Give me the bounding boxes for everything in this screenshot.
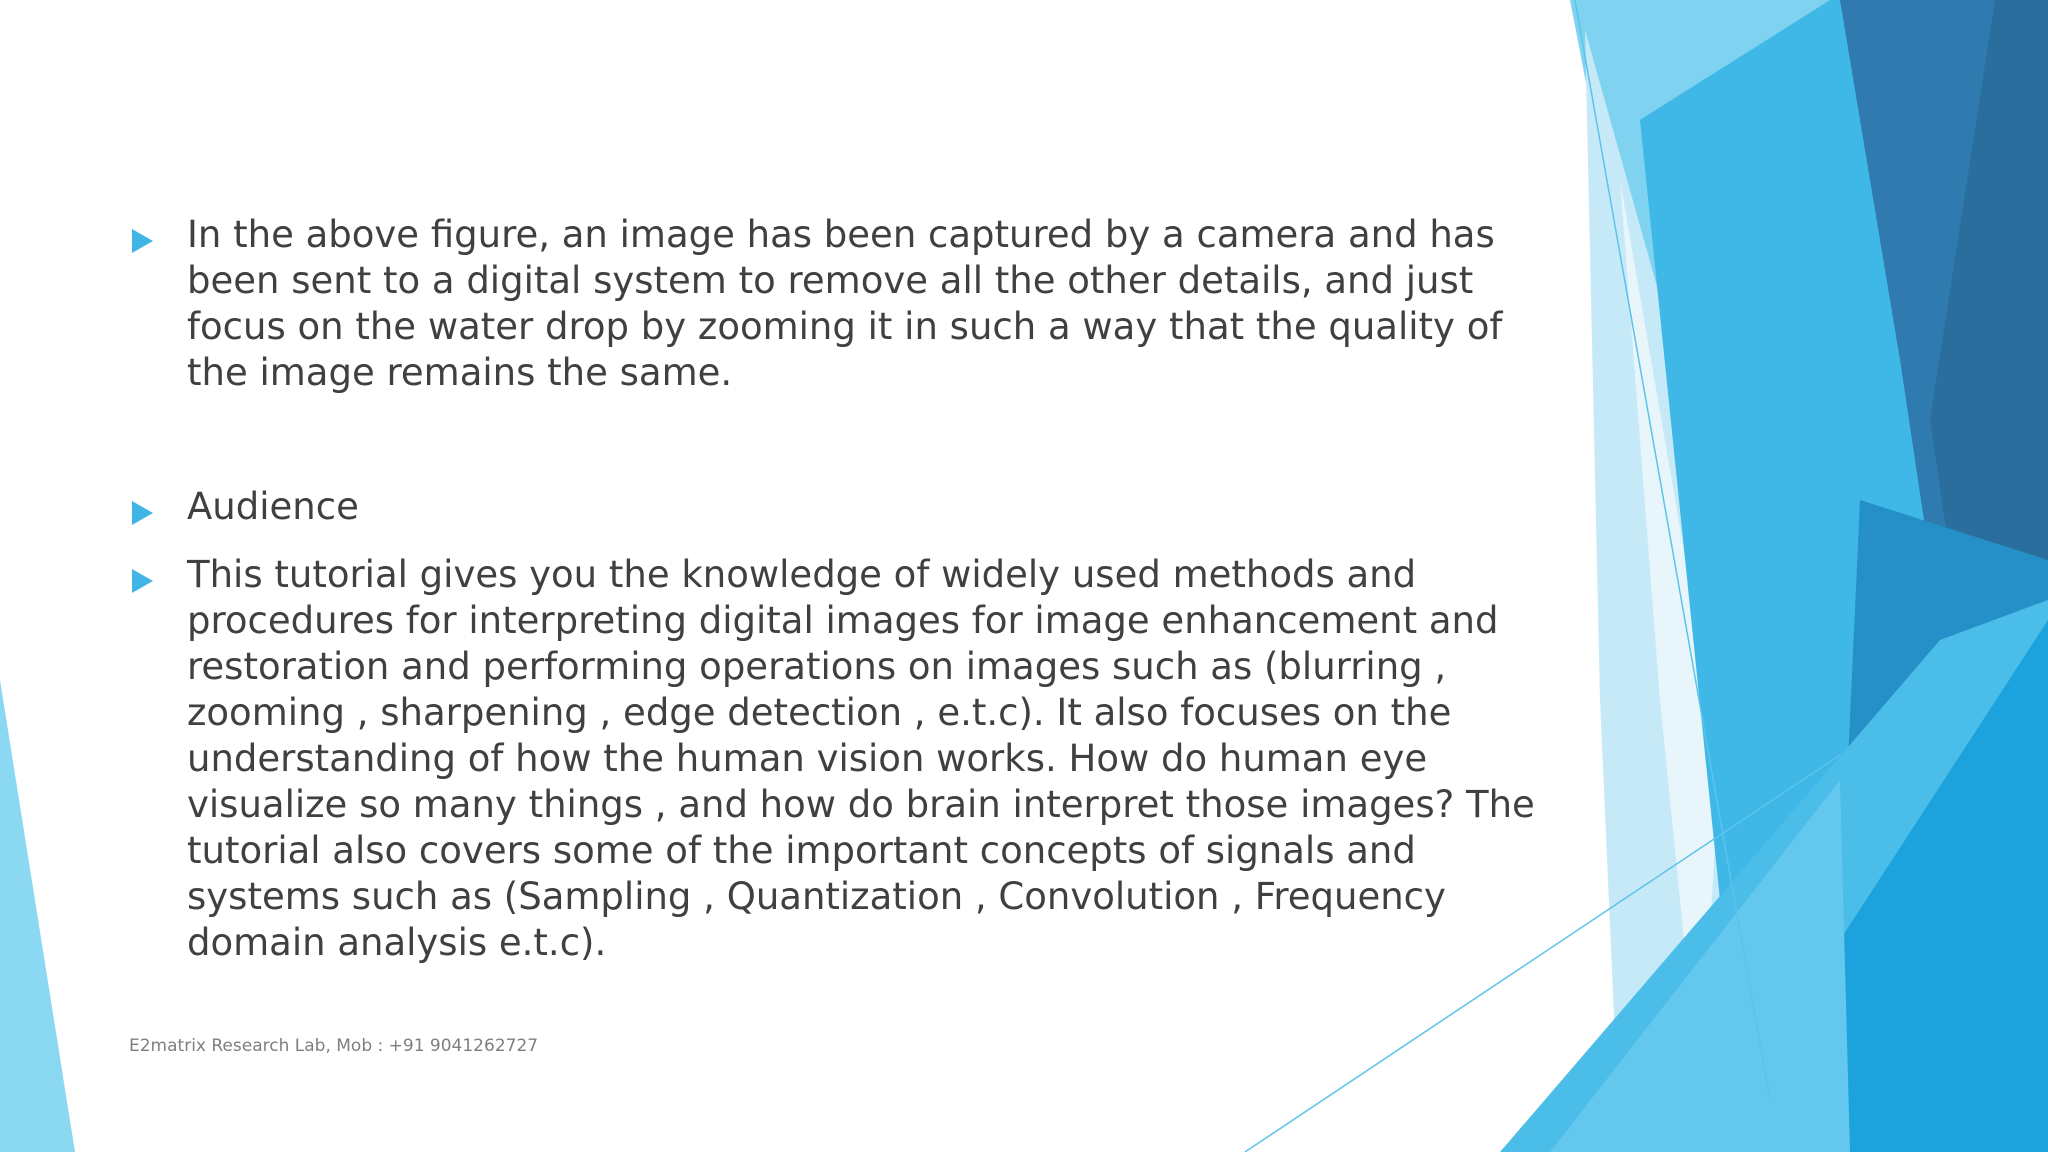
bullet-arrow-icon (132, 501, 153, 525)
bullet-figure-description (130, 212, 1550, 396)
bullet-text: This tutorial gives you the knowledge of widely used methods and procedures for interpreting digital images for image enhancement and restoration and performing operations on images such as (blurring , zooming , sharpening , edge detection , e.t.c). It also focuses on the understanding of how the human vision works. How do human eye visualize so many things , and how do brain interpret those images? The tutorial also covers some of the important concepts of signals and systems such as (Sampling , Quantization , Convolution , Frequency domain analysis e.t.c). (187, 553, 1535, 964)
bullet-arrow-icon (132, 229, 153, 253)
bullet-text: Audience (187, 485, 359, 528)
slide-footer: E2matrix Research Lab, Mob : +91 9041262727 (129, 1036, 539, 1056)
slide-body (130, 212, 1550, 966)
bullet-arrow-icon (132, 569, 153, 593)
bullet-tutorial-description (130, 552, 1550, 966)
left-edge-shape (0, 680, 75, 1152)
bullet-text: In the above figure, an image has been captured by a camera and has been sent to a digital system to remove all the other details, and just focus on the water drop by zooming it in such a way that the quality of the image remains the same. (187, 213, 1503, 394)
bullet-audience-heading (130, 484, 1550, 530)
